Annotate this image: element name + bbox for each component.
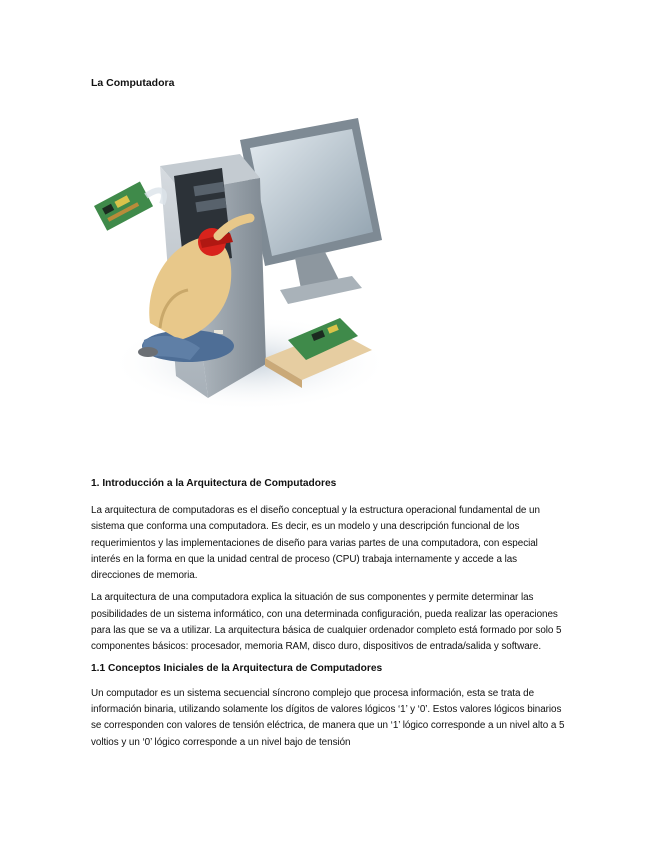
circuit-board-icon: [94, 182, 153, 231]
paragraph: La arquitectura de una computadora explica la situación de sus componentes y permite determinar las posibilidades de un sistema informático, con una determinada configuración, pueda realizar las operaciones para las que se va a utilizar. La arquitectura básica de cualquier ordenador completo está formado por solo 5 componentes básicos: procesador, memoria RAM, disco duro, dispositivos de entrada/salida y software.: [91, 592, 562, 653]
paragraph: Un computador es un sistema secuencial síncrono complejo que procesa información, esta se trata de información binaria, utilizando solamente los dígitos de valores lógicos ‘1’ y ‘0’. Estos valores lógicos binarios se corresponden con valores de tensión eléctrica, de manera que un ‘1’ lógico corresponde a un nivel alto a 5 voltios y un ‘0’ lógico corresponde a un nivel bajo de tensión: [91, 687, 565, 748]
document-body: [91, 477, 569, 757]
section-heading: 1.1 Conceptos Iniciales de la Arquitectura de Computadores: [91, 662, 383, 674]
section-heading: 1. Introducción a la Arquitectura de Computadores: [91, 478, 337, 489]
document-title: La Computadora: [91, 77, 175, 89]
technician-repairing-computer-illustration: [90, 108, 390, 413]
paragraph: La arquitectura de computadoras es el diseño conceptual y la estructura operacional fundamental de un sistema que conforma una computadora. Es decir, es un modelo y una descripción funcional de los requerimientos y las implementaciones de diseño para varias partes de una computadora, con especial interés en la forma en que la unidad central de proceso (CPU) trabaja internamente y accede a las direcciones de memoria.: [91, 505, 540, 582]
